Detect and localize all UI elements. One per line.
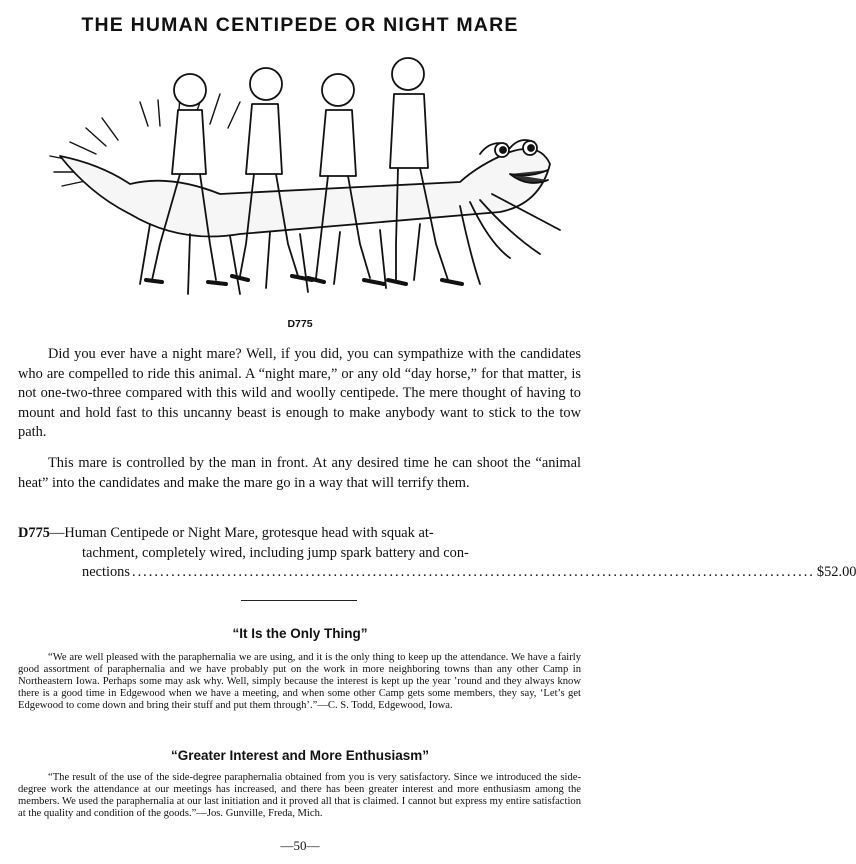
centipede-illustration [40,44,580,316]
product-description-1: —Human Centipede or Night Mare, grotesque head with squak at- [49,525,434,541]
page-number: —50— [280,838,320,853]
section-divider [241,600,357,601]
testimonial-text-2: “The result of the use of the side-degree paraphernalia obtained from you is very satisfactory. Since we introduced the side-degree work the attendance at our meetings has increased, and there has been greater interest and more enthusiasm among the members. We used the paraphernalia at our last initiation and it proved all that is claimed. I cannot but express my entire satisfaction at the quality and condition of the goods.”—Jos. Gunville, Freda, Mich. [18,772,581,819]
product-line-1 [18,524,581,544]
product-line-2 [18,544,581,564]
rider-3 [308,74,384,284]
rider-2 [232,68,312,280]
testimonial-text-1: “We are well pleased with the paraphernalia we are using, and it is the only thing to keep up the attendance. We have a fairly good assortment of paraphernalia and we have probably put on the work in more neighboring towns than any other Camp in Northeastern Iowa. Perhaps some may ask why. Well, simply because the interest is kept up the year ’round and they always know there is a good time in Edgewood when we have a meeting, and when some other Camp gets some members, they say, ‘Let’s get Edgewood to come down and bring their stuff and put them through’.”—C. S. Todd, Edgewood, Iowa. [18,652,581,711]
page-title: THE HUMAN CENTIPEDE OR NIGHT MARE [81,14,519,36]
testimonial-heading-1: “It Is the Only Thing” [232,626,368,641]
testimonial-heading-2: “Greater Interest and More Enthusiasm” [170,748,430,763]
product-description-2: tachment, completely wired, including jump spark battery and con- [82,544,469,561]
product-price: $52.00 [816,564,856,580]
product-listing [18,524,856,583]
product-description-3: nections [82,564,130,580]
centipede-body [60,140,560,284]
leader-dots: .......................................................................................................................... [131,564,815,580]
product-code: D775 [18,525,50,541]
description-paragraph-1: Did you ever have a night mare? Well, if you did, you can sympathize with the candidates who are compelled to ride this animal. A “night mare,” or any old “day horse,” for that matter, is not one-two-three compared with this wild and woolly centipede. The mere thought of having to mount and hold fast to this uncanny beast is enough to make anybody want to stick to the tow path. [18,346,581,440]
rider-4 [388,58,462,284]
product-line-3 [18,563,856,583]
description-paragraph-2: This mare is controlled by the man in front. At any desired time he can shoot the “animal heat” into the candidates and make the mare go in a way that will terrify them. [18,455,581,491]
figure-label: D775 [287,318,313,330]
